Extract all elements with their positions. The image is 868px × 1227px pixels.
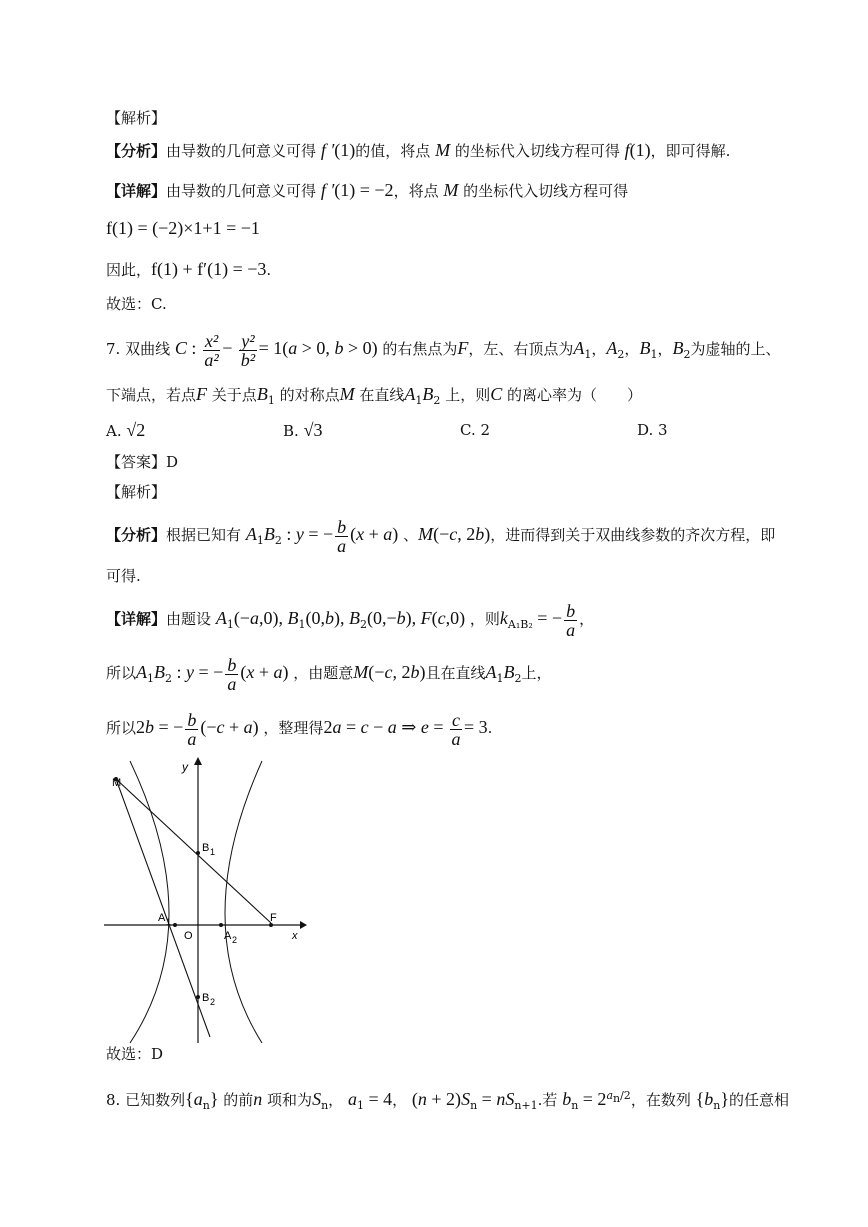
q7-options bbox=[106, 420, 706, 442]
label-b1: B bbox=[202, 842, 210, 854]
q7-jiexi-label: 【解析】 bbox=[106, 483, 167, 501]
option-a: A. √2 bbox=[106, 420, 146, 440]
q7-detail: 【详解】由题设 $A_1(-a,0)$, $B_1(0,b)$, $B_2(0,-b)$, F(c,0) ，则$k_{A_1B_2}$ = − $\frac{b}{a}$ ， bbox=[106, 600, 595, 640]
label-a2-sub: 2 bbox=[232, 935, 238, 945]
option-d: D. 3 bbox=[637, 421, 668, 439]
line-mf bbox=[116, 779, 271, 923]
point-a2 bbox=[219, 923, 223, 927]
q8-stem: 8. 已知数列$\{a_n\}$ 的前n 项和为$S_n$， $a_1 = 4$， $(n + 2)S_n = nS_{n+1}$.若 $b_n = 2^{a_n/2}$，在数列 $\{b_n\}$的任意相 bbox=[106, 1089, 789, 1112]
q6-conclusion: 因此，f(1) + f′(1) = −3. bbox=[106, 259, 272, 279]
label-b2-sub: 2 bbox=[210, 997, 216, 1007]
jiexi-heading: 【解析】 bbox=[106, 109, 167, 127]
hyperbola-left-branch bbox=[130, 761, 172, 1043]
q7-answer: 故选：D bbox=[106, 1045, 164, 1063]
hyperbola-right-branch bbox=[225, 761, 262, 1043]
point-a1 bbox=[173, 923, 177, 927]
point-b1 bbox=[196, 851, 200, 855]
q7-analysis-line2: 可得. bbox=[106, 567, 141, 585]
label-f: F bbox=[270, 912, 277, 924]
x-axis-arrow bbox=[300, 921, 307, 929]
label-a1: A bbox=[158, 912, 166, 924]
label-a1-sub: 1 bbox=[166, 917, 172, 927]
option-b: B. √3 bbox=[283, 420, 323, 440]
label-y: y bbox=[182, 760, 188, 774]
label-b1-sub: 1 bbox=[210, 847, 216, 857]
q7-stem-line1: 7. 双曲线 C : $\frac{\text{x²}}{\text{a²}}$ − $\frac{\text{y²}}{\text{b²}}$ = 1(a > 0, b > 0) 的右焦点为F，左、右顶点为$A_1$，$A_2$，$B_1$，$B_2$为虚轴的上、 bbox=[106, 330, 781, 370]
hyperbola-figure bbox=[100, 755, 310, 1045]
option-c: C. 2 bbox=[460, 421, 491, 439]
q7-stem-line2: 下端点，若点F 关于点$B_1$ 的对称点M 在直线$A_1B_2$ 上，则C 的离心率为（ ） bbox=[106, 384, 643, 407]
label-x: x bbox=[292, 930, 298, 942]
y-axis-arrow bbox=[194, 757, 202, 765]
q6-detail: 【详解】由导数的几何意义可得 f ′(1) = −2，将点 M 的坐标代入切线方程可得 bbox=[106, 180, 629, 200]
point-b2 bbox=[196, 995, 200, 999]
label-a2: A bbox=[224, 930, 232, 942]
q6-answer: 故选：C. bbox=[106, 295, 167, 313]
q6-calc: f(1) = (−2)×1+1 = −1 bbox=[106, 218, 260, 238]
q7-answer-label: 【答案】D bbox=[106, 453, 179, 471]
line-a1b2 bbox=[116, 779, 210, 1037]
label-m: M bbox=[112, 777, 122, 789]
q6-detail-label: 【详解】 bbox=[106, 182, 167, 200]
label-o: O bbox=[184, 930, 193, 942]
label-b2: B bbox=[202, 992, 210, 1004]
q7-so1: 所以$A_1B_2$ : y = − $\frac{b}{a}$ (x + a) ，由题意M(−c, 2b)且在直线$A_1B_2$上， bbox=[106, 654, 552, 694]
q6-analysis: 【分析】由导数的几何意义可得 f ′(1)的值，将点 M 的坐标代入切线方程可得 f(1)，即可得解. bbox=[106, 140, 731, 160]
q6-analysis-label: 【分析】 bbox=[106, 142, 167, 160]
q7-so2: 所以2b = − $\frac{b}{a}$ (−c + a) ，整理得2a = c − a ⇒ e = $\frac{c}{a}$ = 3. bbox=[106, 709, 493, 749]
q7-analysis: 【分析】根据已知有 $A_1B_2$ : y = − $\frac{b}{a}$ (x + a) 、M(−c, 2b)，进而得到关于双曲线参数的齐次方程，即 bbox=[106, 516, 776, 556]
